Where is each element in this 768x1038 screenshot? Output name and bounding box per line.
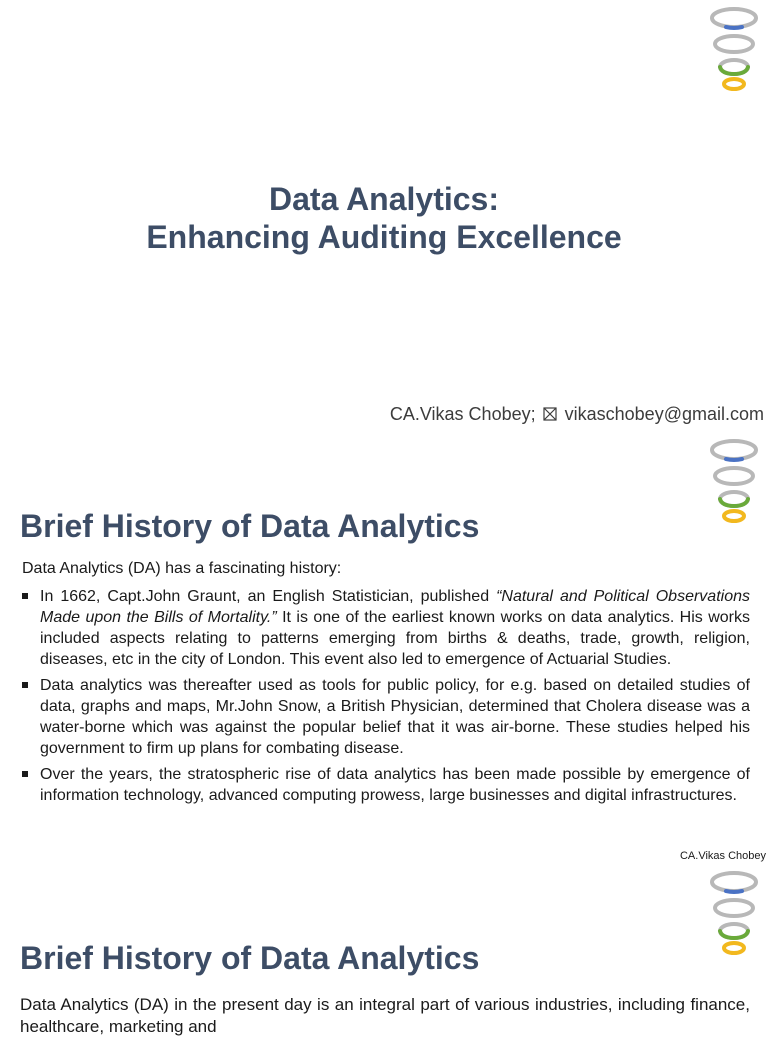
body-paragraph: Data Analytics (DA) in the present day is an integral part of various industries, including finance, healthcare, marketing and — [20, 995, 750, 1036]
bullet-text: It is one of the earliest known works on data analytics. His works included aspects relating to patterns emerging from births & deaths, trade, growth, religion, diseases, etc in the city of London. This event also led to emergence of Actuarial Studies. — [40, 609, 750, 668]
list-item — [20, 764, 750, 806]
envelope-box-icon — [543, 407, 557, 421]
slide-heading: Brief History of Data Analytics — [20, 508, 480, 544]
title-line-2: Enhancing Auditing Excellence — [146, 219, 622, 255]
footer-credit: CA.Vikas Chobey — [679, 850, 766, 862]
bullet-text: Data analytics was thereafter used as tools for public policy, for e.g. based on detailed studies of data, graphs and maps, Mr.John Snow, a British Physician, determined that Cholera disease was a water-borne which was against the popular belief that it was air-borne. These studies helped his government to firm up plans for combating disease. — [40, 677, 750, 757]
slide-heading: Brief History of Data Analytics — [20, 940, 480, 976]
book-title: “Natural and Political Observations Made upon the Bills of Mortality.” — [40, 588, 751, 626]
intro-text: Data Analytics (DA) has a fascinating history: — [22, 560, 342, 577]
author-email: vikaschobey@gmail.com — [564, 404, 764, 424]
rings-logo-icon — [706, 436, 762, 528]
list-item — [20, 586, 750, 670]
title-line-1: Data Analytics: — [269, 181, 499, 217]
bullet-text: Over the years, the stratospheric rise of data analytics has been made possible by emergence of information technology, advanced computing prowess, large businesses and digital infrastructures. — [40, 766, 750, 804]
title-slide — [0, 0, 768, 432]
author-line — [390, 404, 764, 425]
bullet-text: In 1662, Capt.John Graunt, an English Statistician, published — [40, 588, 497, 605]
bullet-square-icon — [22, 682, 28, 688]
rings-logo-icon — [706, 868, 762, 960]
history-bullet-list — [20, 586, 750, 811]
rings-logo-icon — [706, 4, 762, 96]
history-slide — [0, 432, 768, 864]
author-name: CA.Vikas Chobey; — [389, 404, 536, 424]
bullet-square-icon — [22, 593, 28, 599]
bullet-square-icon — [22, 771, 28, 777]
list-item — [20, 675, 750, 759]
history-slide-2 — [0, 864, 768, 1036]
presentation-title — [0, 180, 768, 256]
